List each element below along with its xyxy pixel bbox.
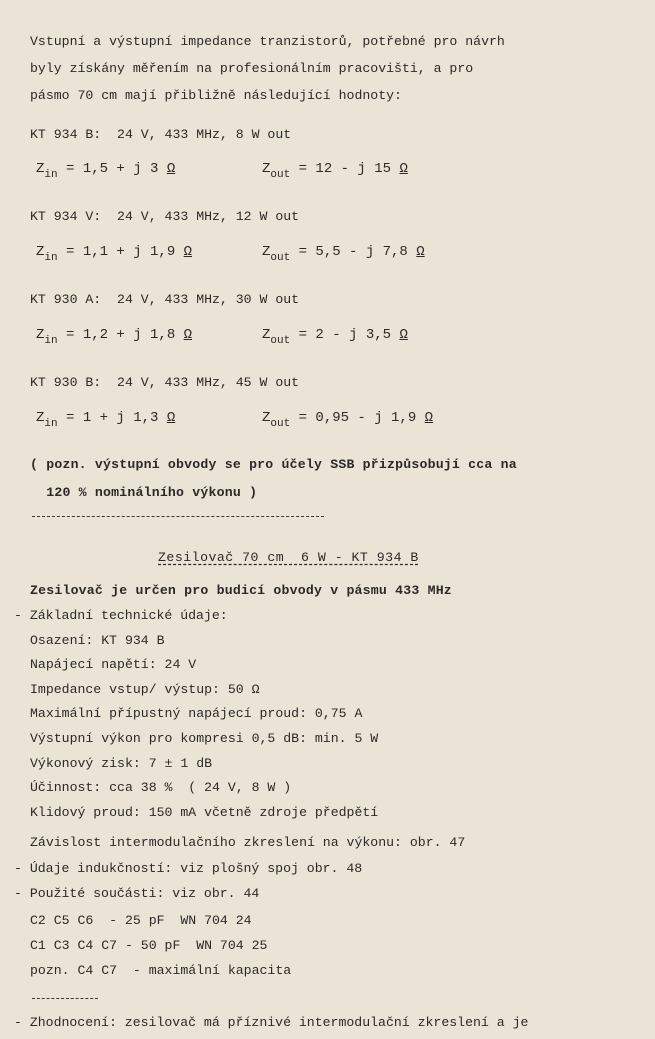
description: Zesilovač je určen pro budicí obvody v pásmu 433 MHz [30,583,452,598]
zout-line: $Z_{out} = 12 - j$ 15 Ω [262,161,408,181]
inductance-line: - Údaje indukčností: viz plošný spoj obr. 48 [14,861,363,876]
note-line-1: ( pozn. výstupní obvody se pro účely SSB přizpůsobují cca na [30,457,517,472]
zin-line: $Z_{in} = 1,1 + j$ 1,9 Ω [36,244,193,264]
caps-note: pozn. C4 C7 - maximální kapacita [30,963,292,978]
transistor-header: KT 930 A: 24 V, 433 MHz, 30 W out [30,292,300,307]
transistor-header: KT 934 B: 24 V, 433 MHz, 8 W out [30,127,292,142]
divider [32,998,98,999]
spec-item: Osazení: KT 934 B [30,633,165,648]
section-title: Zesilovač 70 cm 6 W - KT 934 B [158,550,419,565]
parts-line: - Použité součásti: viz obr. 44 [14,886,260,901]
zout-line: $Z_{out} = 2 - j$ 3,5 Ω [262,327,408,347]
note-line-2: 120 % nominálního výkonu ) [30,485,258,500]
caps-line: C2 C5 C6 - 25 pF WN 704 24 [30,913,252,928]
intro-line-1: Vstupní a výstupní impedance tranzistorů, potřebné pro návrh [30,34,505,49]
intro-line-3: pásmo 70 cm mají přibližně následující hodnoty: [30,88,402,103]
spec-item: Výkonový zisk: 7 ± 1 dB [30,756,213,771]
imd-line: Závislost intermodulačního zkreslení na výkonu: obr. 47 [30,835,466,850]
transistor-header: KT 934 V: 24 V, 433 MHz, 12 W out [30,209,300,224]
zin-line: $Z_{in} = 1,5 + j$ 3 Ω [36,161,176,181]
caps-line: C1 C3 C4 C7 - 50 pF WN 704 25 [30,938,268,953]
intro-line-2: byly získány měřením na profesionálním pracovišti, a pro [30,61,474,76]
zout-line: $Z_{out} = 0,95 - j$ 1,9 Ω [262,410,434,430]
zout-line: $Z_{out} = 5,5 - j$ 7,8 Ω [262,244,425,264]
spec-item: Impedance vstup/ výstup: 50 Ω [30,682,260,697]
zin-line: $Z_{in} = 1,2 + j$ 1,8 Ω [36,327,193,347]
spec-item: Maximální přípustný napájecí proud: 0,75 A [30,706,363,721]
transistor-header: KT 930 B: 24 V, 433 MHz, 45 W out [30,375,300,390]
spec-item: Napájecí napětí: 24 V [30,657,197,672]
divider [32,516,324,517]
spec-item: Účinnost: cca 38 % ( 24 V, 8 W ) [30,780,292,795]
spec-item: Výstupní výkon pro kompresi 0,5 dB: min. 5 W [30,731,379,746]
zin-line: $Z_{in} = 1 + j$ 1,3 Ω [36,410,176,430]
spec-item: Klidový proud: 150 mA včetně zdroje předpětí [30,805,379,820]
evaluation-line: - Zhodnocení: zesilovač má příznivé intermodulační zkreslení a je [14,1015,529,1030]
specs-header: - Základní technické údaje: [14,608,228,623]
